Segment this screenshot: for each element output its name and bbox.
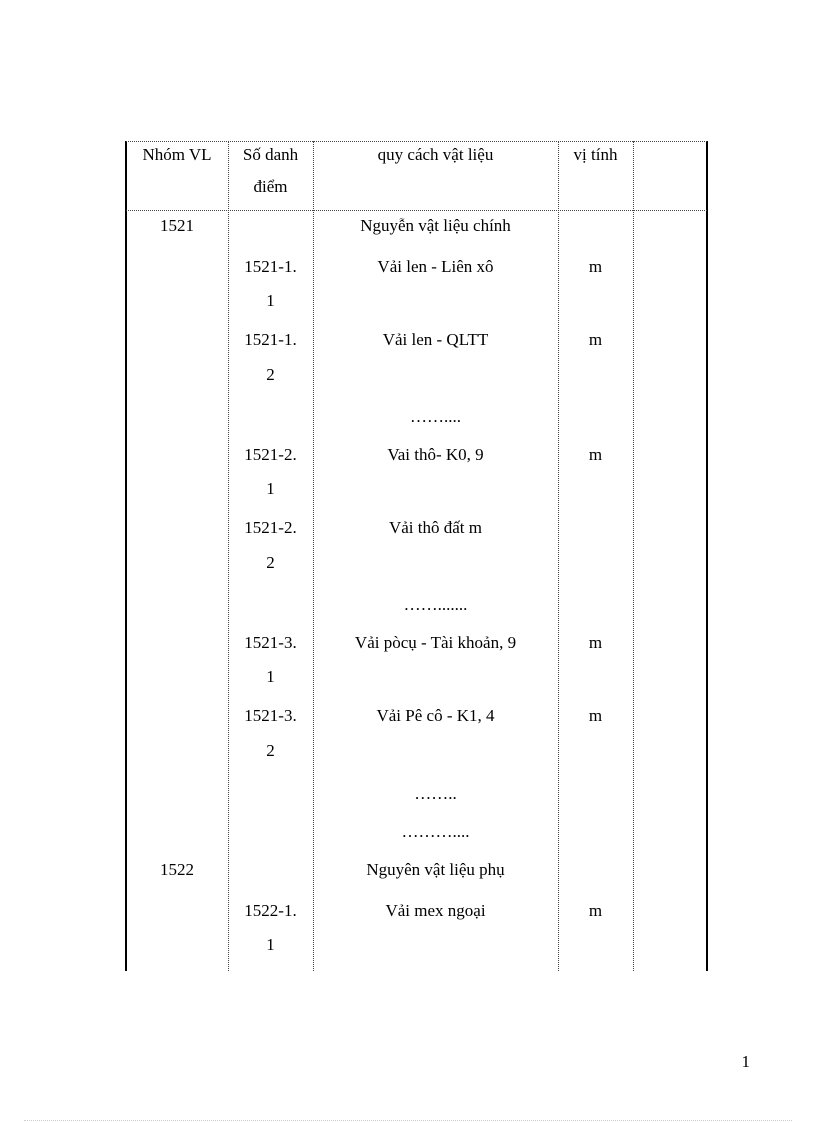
cell-code-line2: 2 xyxy=(266,365,275,384)
cell-unit: m xyxy=(588,257,603,276)
cell-spec: Vải len - QLTT xyxy=(382,330,489,349)
cell-unit: m xyxy=(588,706,603,725)
cell-code-line1: 1521-2. xyxy=(244,445,297,464)
header-code-line2: điểm xyxy=(253,177,288,196)
cell-unit: m xyxy=(588,330,603,349)
cell-spec: Nguyên vật liệu phụ xyxy=(366,860,505,879)
cell-code-line2: 2 xyxy=(266,553,275,572)
cell-group: 1522 xyxy=(160,860,194,879)
cell-ellipsis: ……....... xyxy=(403,595,468,614)
cell-ellipsis: …….... xyxy=(410,407,461,426)
cell-code-line2: 2 xyxy=(266,741,275,760)
page-number: 1 xyxy=(741,1052,750,1071)
cell-spec: Nguyễn vật liệu chính xyxy=(360,216,511,235)
cell-ellipsis: ……….... xyxy=(401,822,470,841)
cell-code-line2: 1 xyxy=(266,935,275,954)
cell-spec: Vải thô đất m xyxy=(388,518,482,537)
cell-unit: m xyxy=(588,445,603,464)
cell-code-line1: 1521-1. xyxy=(244,257,297,276)
header-code-line1: Số danh xyxy=(242,145,299,164)
cell-code-line1: 1521-2. xyxy=(244,518,297,537)
cell-code-line1: 1521-3. xyxy=(244,706,297,725)
page-footer-rule xyxy=(24,1120,792,1121)
cell-code-line1: 1522-1. xyxy=(244,901,297,920)
cell-spec: Vải mex ngoại xyxy=(385,901,486,920)
cell-code-line2: 1 xyxy=(266,291,275,310)
cell-code-line2: 1 xyxy=(266,667,275,686)
cell-code-line1: 1521-3. xyxy=(244,633,297,652)
cell-spec: Vải len - Liên xô xyxy=(377,257,494,276)
table-column-divider xyxy=(633,141,634,971)
header-spec: quy cách vật liệu xyxy=(377,145,494,164)
table-border-right xyxy=(706,141,708,971)
table-border-left xyxy=(125,141,127,971)
cell-spec: Vải pòcụ - Tài khoản, 9 xyxy=(354,633,517,652)
cell-spec: Vai thô- K0, 9 xyxy=(387,445,484,464)
cell-unit: m xyxy=(588,633,603,652)
cell-group: 1521 xyxy=(160,216,194,235)
header-unit: vị tính xyxy=(573,145,618,164)
header-group: Nhóm VL xyxy=(142,145,212,164)
cell-code-line2: 1 xyxy=(266,479,275,498)
cell-spec: Vải Pê cô - K1, 4 xyxy=(376,706,495,725)
cell-ellipsis: …….. xyxy=(414,784,457,803)
cell-code-line1: 1521-1. xyxy=(244,330,297,349)
cell-unit: m xyxy=(588,901,603,920)
